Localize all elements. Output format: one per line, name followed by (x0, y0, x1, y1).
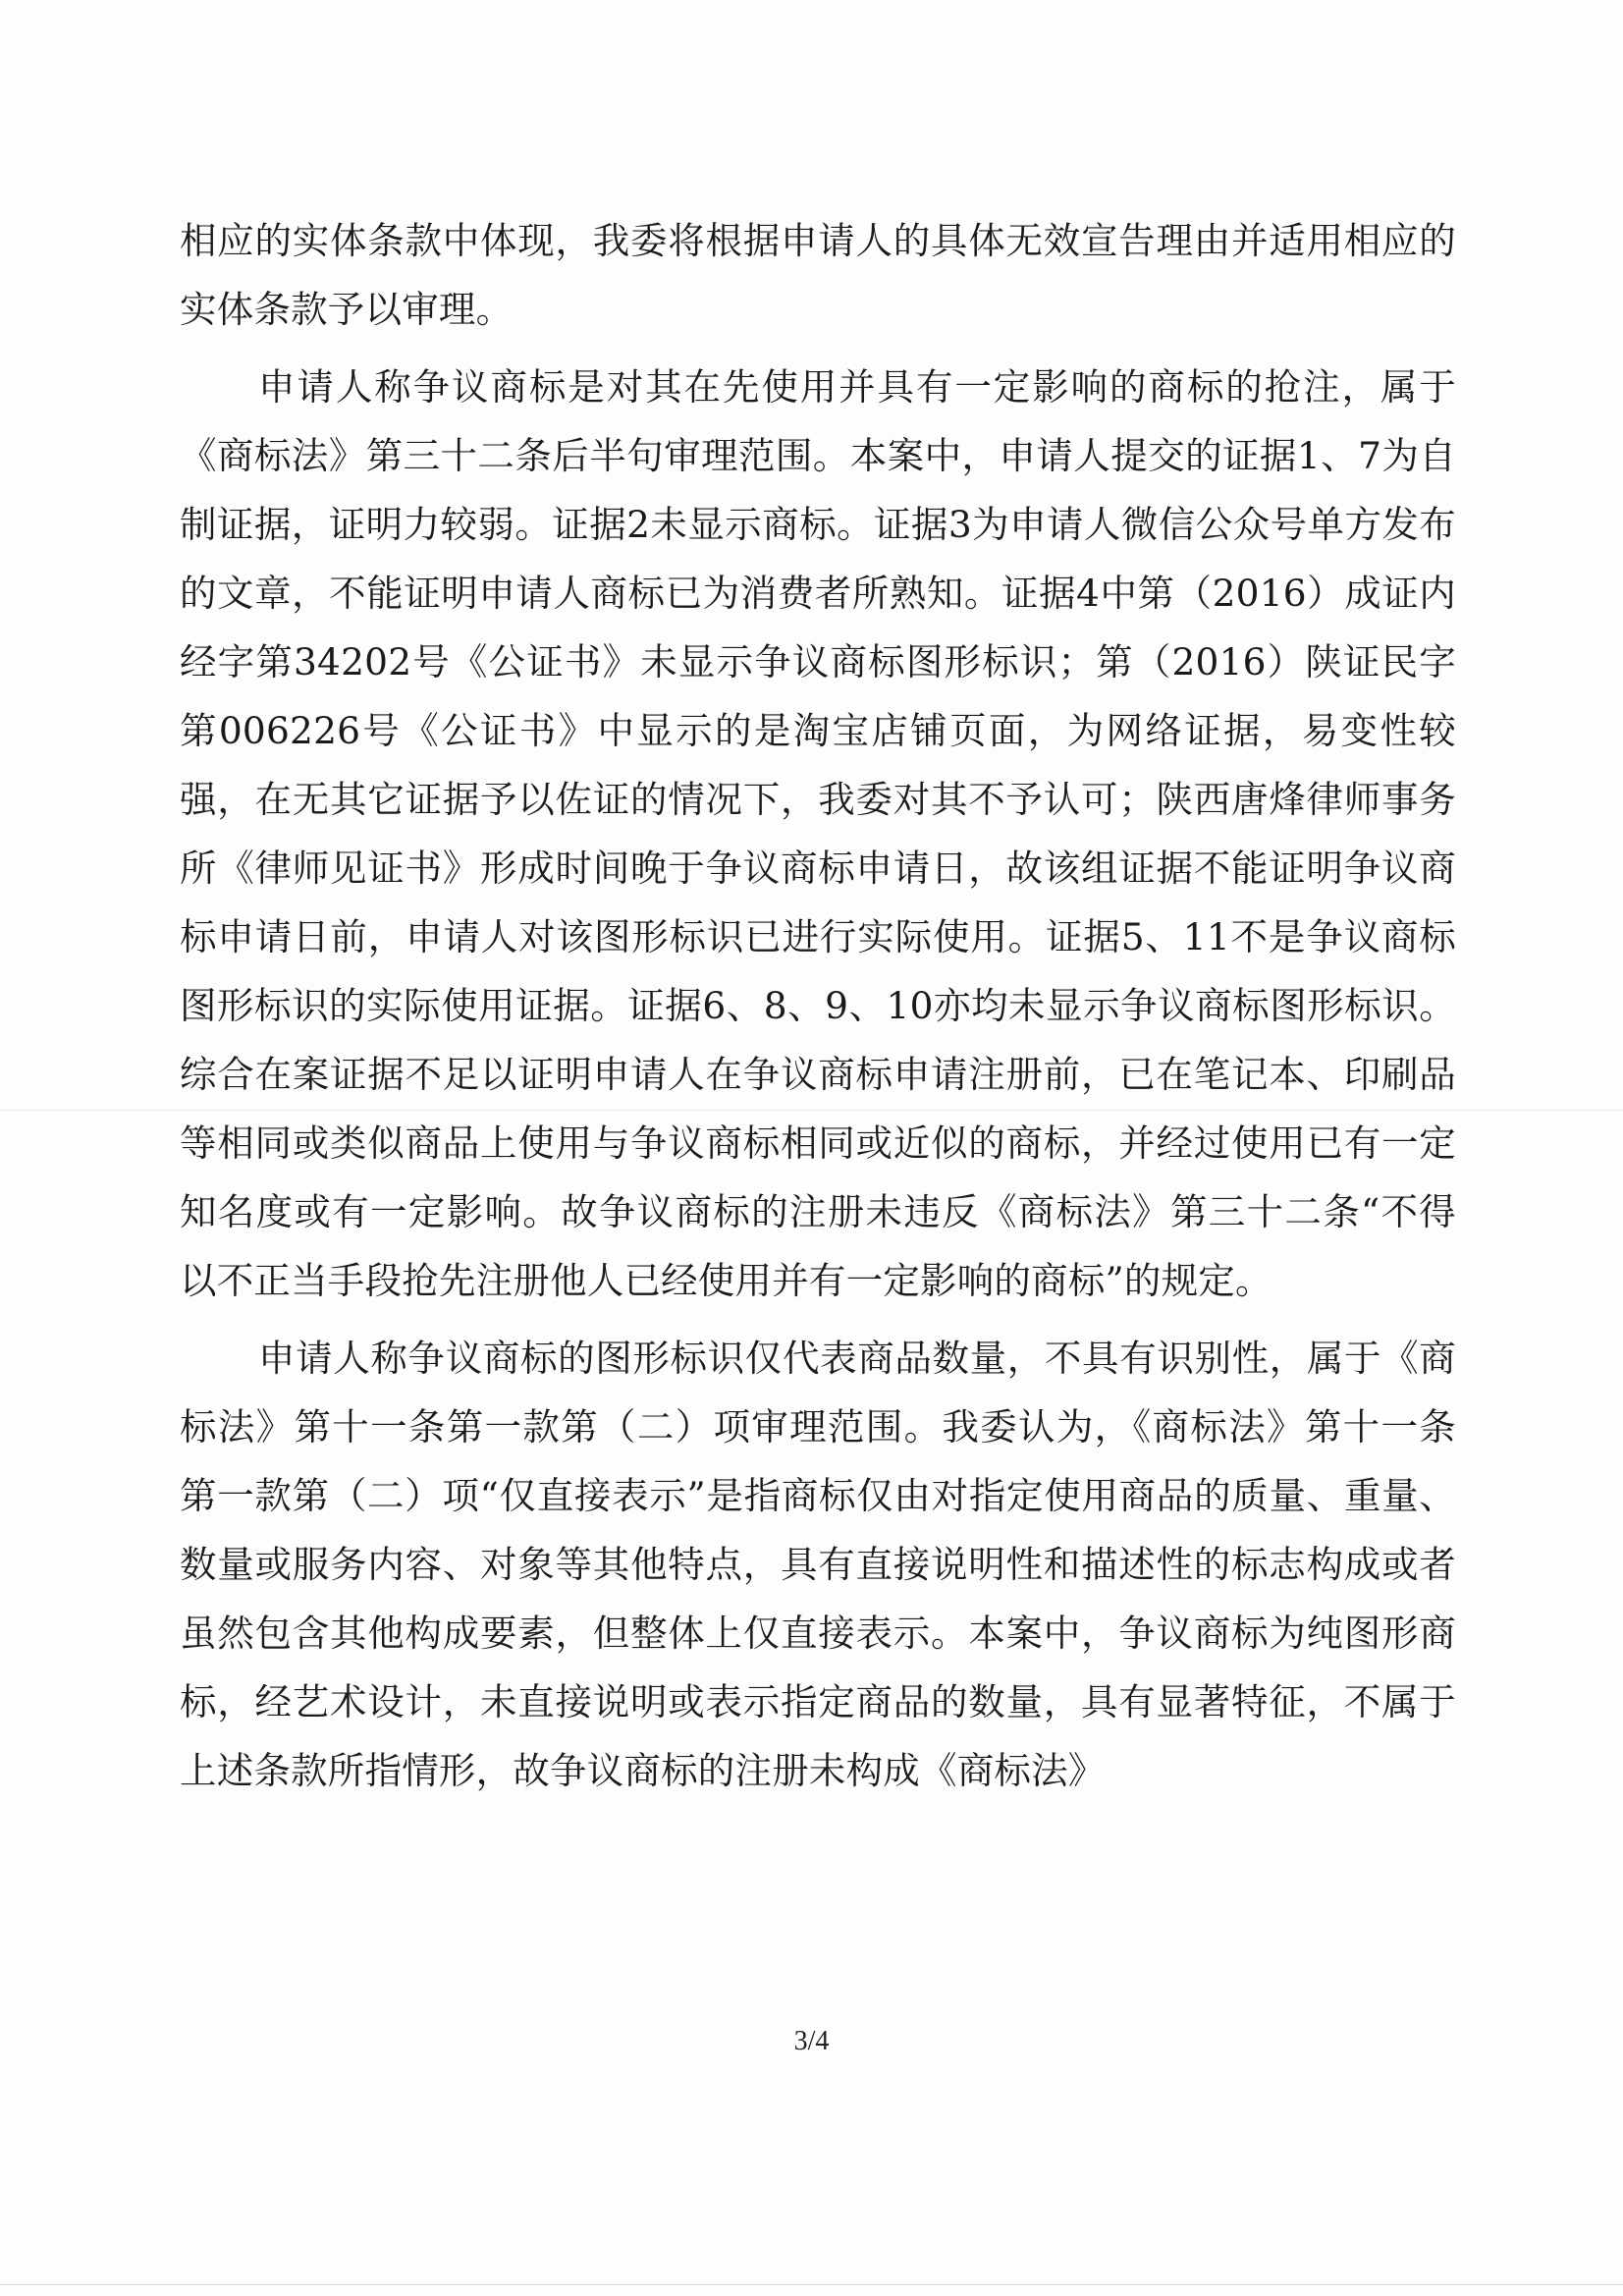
paragraph-3: 申请人称争议商标的图形标识仅代表商品数量，不具有识别性，属于《商标法》第十一条第一款第（二）项审理范围。我委认为，《商标法》第十一条第一款第（二）项“仅直接表示”是指商标仅由对指定使用商品的质量、重量、数量或服务内容、对象等其他特点，具有直接说明性和描述性的标志构成或者虽然包含其他构成要素，但整体上仅直接表示。本案中，争议商标为纯图形商标，经艺术设计，未直接说明或表示指定商品的数量，具有显著特征，不属于上述条款所指情形，故争议商标的注册未构成《商标法》 (180, 1337, 1456, 1792)
body-text (180, 206, 1456, 1805)
paragraph-1: 相应的实体条款中体现，我委将根据申请人的具体无效宣告理由并适用相应的实体条款予以审理。 (180, 219, 1456, 331)
scan-artifact-line (0, 2284, 1623, 2285)
paragraph-2: 申请人称争议商标是对其在先使用并具有一定影响的商标的抢注，属于《商标法》第三十二条后半句审理范围。本案中，申请人提交的证据1、7为自制证据，证明力较弱。证据2未显示商标。证据3为申请人微信公众号单方发布的文章，不能证明申请人商标已为消费者所熟知。证据4中第（2016）成证内经字第34202号《公证书》未显示争议商标图形标识；第（2016）陕证民字第006226号《公证书》中显示的是淘宝店铺页面，为网络证据，易变性较强，在无其它证据予以佐证的情况下，我委对其不予认可；陕西唐烽律师事务所《律师见证书》形成时间晚于争议商标申请日，故该组证据不能证明争议商标申请日前，申请人对该图形标识已进行实际使用。证据5、11不是争议商标图形标识的实际使用证据。证据6、8、9、10亦均未显示争议商标图形标识。综合在案证据不足以证明申请人在争议商标申请注册前，已在笔记本、印刷品等相同或类似商品上使用与争议商标相同或近似的商标，并经过使用已有一定知名度或有一定影响。故争议商标的注册未违反《商标法》第三十二条“不得以不正当手段抢先注册他人已经使用并有一定影响的商标”的规定。 (180, 365, 1457, 1302)
page-number: 3/4 (793, 2026, 830, 2056)
